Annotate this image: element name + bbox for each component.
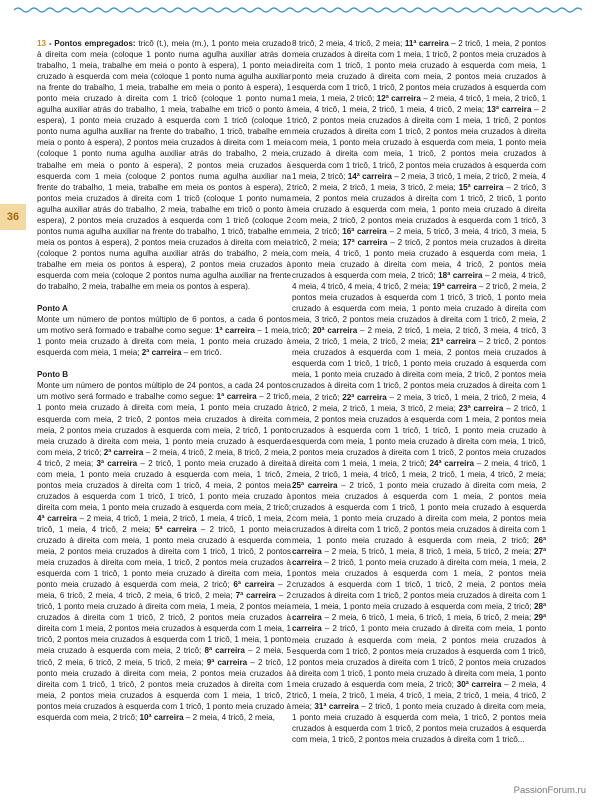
row-label: 20ª carreira xyxy=(312,326,358,336)
watermark: PassionForum.ru xyxy=(513,785,586,796)
row-text: – 2 tricô, 2 meia, 2 pontos meia cruzados à esquerda com 1 tricô, 3 tricô, 1 ponto meia cruzado à esquerda com meia, 1 ponto meia cruzado à direita com meia, 3 tricô, 2 pontos meia cruzados à direita com 1 tricô, 2 meia, 2 tricô; xyxy=(292,282,546,336)
row-label: 30ª carreira xyxy=(456,679,502,689)
row-text: – 2 meia, 4 tricô, 2 meia, xyxy=(183,712,275,722)
row-text: – 2 tricô, 1 ponto meia cruzado à direita com meia, 1 ponto meia cruzado à esquerda com meia, 1 tricô, 2 pontos meia cruzados à direita com 1 tricô, 4 meia, 2 pontos meia cruzados à esquerda com 1 tricô, 1 tricô, 1 ponto meia cruzado à direita com meia, 1 ponto meia cruzado à esquerda com meia, 2 tricô; xyxy=(37,458,291,512)
row-text: – 2 tricô, 2 pontos meia cruzados à direita com meia, 4 tricô, 1 ponto meia cruzado à esquerda com meia, 1 ponto meia cruzado à direita com meia, 4 tricô, 2 pontos meia cruzados à esquerda com meia, 2 tricô; xyxy=(292,237,546,280)
row-text: – 2 meia, 6 tricô, 2 meia, 4 tricô, 2 meia, 6 tricô, 2 meia; xyxy=(37,580,291,601)
row-text: – 2 tricô, 1 ponto meia cruzado à direita com meia, 2 pontos meia cruzados à direita com 1 tricô, 1 tricô, 2 pontos meia cruzados à direita com 1 meia, 2 pontos meia cruzados à esquerda com 1 meia, 1 tricô, 2 pontos meia cruzados à esquerda com 1 tricô, 1 ponto meia cruzado à esquerda com meia, 2 tricô; xyxy=(37,657,291,722)
left-column xyxy=(37,38,291,778)
row-label: 27ª carreira xyxy=(292,547,546,568)
row-text: – 2 tricô, 1 ponto meia cruzado à direita com meia, 1 ponto meia cruzado à esquerda com meia, 2 tricô, 2 pontos meia cruzados à direita com meia, 2 pontos meia cruzados à esquerda com meia, 2 tricô, 1 ponto meia cruzado à direita com meia, 1 ponto meia cruzado à esquerda com meia, 2 tricô; xyxy=(37,392,291,457)
row-text: – 2 tricô, 1 ponto meia cruzado à direita com meia, 1 ponto meia cruzado à esquerda com meia, 2 pontos meia cruzados à direita com 1 tricô, 1 tricô, 2 pontos meia cruzados à direita com meia, 1 tricô, 2 pontos meia cruzados à esquerda com 1 tricô, 1 ponto meia cruzado à direita com meia, 1 ponto meia cruzado à esquerda com meia, 2 tricô; xyxy=(37,524,291,590)
row-text: – 2 meia, 3 tricô, 1 meia, 2 tricô, 2 meia, 4 tricô, 2 meia, 2 tricô, 1 meia, 3 tricô, 2 meia; xyxy=(292,171,546,192)
row-label: 28ª carreira xyxy=(292,602,546,623)
row-label: 8ª carreira xyxy=(204,646,245,656)
row-label: 15ª carreira xyxy=(458,182,504,192)
row-label: 3ª carreira xyxy=(96,458,138,468)
row-text: – 2 meia, 6 tricô, 1 meia, 6 tricô, 1 meia, 6 tricô, 2 meia; xyxy=(321,613,534,623)
row-text: – 2 tricô, 1 meia, 2 pontos meia cruzados à direita com 1 meia, 1 tricô, 2 pontos meia cruzados à direita com 1 tricô, 1 ponto meia cruzado à esquerda com meia, 1 ponto meia cruzado à direita com meia, 2 pontos meia cruzados à esquerda com 1 tricô, 1 tricô, 2 pontos meia cruzados à esquerda com 1 meia, 1 meia, 2 tricô; xyxy=(292,39,546,104)
row-label: 22ª carreira xyxy=(342,392,387,402)
row-text: – 2 meia, 2 tricô, 1 meia, 2 tricô, 3 meia, 4 tricô, 3 meia, 2 tricô, 1 meia, 2 tricô, 2 meia; xyxy=(292,326,546,347)
row-text: – 2 tricô, 1 ponto meia cruzado à direita com meia, 1 ponto meia cruzado à esquerda com meia, 1 tricô, 2 pontos meia cruzados à esquerda com 1 tricô, 2 pontos meia cruzados à esquerda com meia, 1 tricô, 2 pontos meia cruzados à direita com 1 tricô... xyxy=(292,701,546,744)
ponto-b-paragraph: Monte um número de pontos múltiplo de 24 pontos, a cada 24 pontos um motivo será formado e trabalhe como segue: 1ª carreira – 2 tricô, 1 ponto meia cruzado à direita com meia, 1 ponto meia cruzado à esquerda com meia, 2 tricô, 2 pontos meia cruzados à direita com meia, 2 pontos meia cruzados à esquerda com meia, 2 tricô, 1 ponto meia cruzado à direita com meia, 1 ponto meia cruzado à esquerda com meia, 2 tricô; 2ª carreira – 2 meia, 4 tricô, 2 meia, 8 tricô, 2 meia, 4 tricô, 2 meia; 3ª carreira – 2 tricô, 1 ponto meia cruzado à direita com meia, 1 ponto meia cruzado à esquerda com meia, 1 tricô, 2 pontos meia cruzados à direita com 1 tricô, 4 meia, 2 pontos meia cruzados à esquerda com 1 tricô, 1 tricô, 1 ponto meia cruzado à direita com meia, 1 ponto meia cruzado à esquerda com meia, 2 tricô; 4ª carreira – 2 meia, 4 tricô, 1 meia, 2 tricô, 1 meia, 4 tricô, 1 meia, 2 tricô, 1 meia, 4 tricô, 2 meia; 5ª carreira – 2 tricô, 1 ponto meia cruzado à direita com meia, 1 ponto meia cruzado à esquerda com meia, 2 pontos meia cruzados à direita com 1 tricô, 1 tricô, 2 pontos meia cruzados à direita com meia, 1 tricô, 2 pontos meia cruzados à esquerda com 1 tricô, 1 ponto meia cruzado à direita com meia, 1 ponto meia cruzado à esquerda com meia, 2 tricô; 6ª carreira – 2 meia, 6 tricô, 2 meia, 4 tricô, 2 meia, 6 tricô, 2 meia; 7ª carreira – 2 tricô, 1 ponto meia cruzado à direita com meia, 1 meia, 2 pontos meia cruzados à direita com 1 tricô, 2 tricô, 2 pontos meia cruzados à direita com 1 meia, 2 pontos meia cruzados à esquerda com 1 meia, 1 tricô, 2 pontos meia cruzados à esquerda com 1 tricô, 1 meia, 1 ponto meia cruzado à esquerda com meia, 2 tricô; 8ª carreira – 2 meia, 5 tricô, 2 meia, 6 tricô, 2 meia, 5 tricô, 2 meia; 9ª carreira – 2 tricô, 1 ponto meia cruzado à direita com meia, 2 pontos meia cruzados à direita com 1 tricô, 1 tricô, 2 pontos meia cruzados à direita com 1 meia, 2 pontos meia cruzados à esquerda com 1 meia, 1 tricô, 2 pontos meia cruzados à esquerda com 1 tricô, 1 ponto meia cruzado à esquerda com meia, 2 tricô; 10ª carreira – 2 meia, 4 tricô, 2 meia, xyxy=(37,381,291,722)
row-text: – 2 tricô, 2 pontos meia cruzados à direita com 1 meia, 1 tricô, 2 pontos meia cruzados à direita com 1 tricô, 2 pontos meia cruzados à direita com meia, 1 ponto meia cruzado à esquerda com meia, 1 ponto meia cruzado à direita com meia, 1 tricô, 2 pontos meia cruzados à esquerda com 1 tricô, 1 tricô, 2 pontos meia cruzados à esquerda com 1 meia, 2 tricô; xyxy=(292,105,546,181)
row-label: 2ª carreira xyxy=(103,447,144,457)
row-label: 1ª carreira xyxy=(216,392,257,402)
row-label: 29ª carreira xyxy=(292,613,546,634)
row-text: – 2 meia, 4 tricô, 1 meia, 2 tricô, 1 meia, 4 tricô, 1 meia, 2 tricô, 1 meia, 4 tricô, 2 meia; xyxy=(292,679,546,711)
row-label: 31ª carreira xyxy=(314,701,359,711)
row-label: 25ª carreira xyxy=(292,480,338,490)
row-text: – 2 meia, 4 tricô, 1 meia, 2 tricô, 1 meia, 4 tricô, 1 meia, 2 tricô, 1 meia, 4 tricô, 2 meia; xyxy=(292,458,546,479)
ponto-b-continued-paragraph: 8 tricô, 2 meia, 4 tricô, 2 meia; 11ª carreira – 2 tricô, 1 meia, 2 pontos meia cruzados à direita com 1 meia, 1 tricô, 2 pontos meia cruzados à direita com 1 tricô, 1 ponto meia cruzado à esquerda com meia, 1 ponto meia cruzado à direita com meia, 2 pontos meia cruzados à esquerda com 1 tricô, 1 tricô, 2 pontos meia cruzados à esquerda com 1 meia, 1 meia, 2 tricô; 12ª carreira – 2 meia, 4 tricô, 1 meia, 2 tricô, 1 meia, 4 tricô, 1 meia, 2 tricô, 1 meia, 4 tricô, 2 meia; 13ª carreira – 2 tricô, 2 pontos meia cruzados à direita com 1 meia, 1 tricô, 2 pontos meia cruzados à direita com 1 tricô, 2 pontos meia cruzados à direita com meia, 1 ponto meia cruzado à esquerda com meia, 1 ponto meia cruzado à direita com meia, 1 tricô, 2 pontos meia cruzados à esquerda com 1 tricô, 1 tricô, 2 pontos meia cruzados à esquerda com 1 meia, 2 tricô; 14ª carreira – 2 meia, 3 tricô, 1 meia, 2 tricô, 2 meia, 4 tricô, 2 meia, 2 tricô, 1 meia, 3 tricô, 2 meia; 15ª carreira – 2 tricô, 3 meia, 2 pontos meia cruzados à direita com 1 tricô, 2 tricô, 1 ponto meia cruzado à esquerda com meia, 1 ponto meia cruzado à direita com meia, 2 tricô, 2 pontos meia cruzados à esquerda com 1 tricô, 3 meia, 2 tricô; 16ª carreira – 2 meia, 5 tricô, 3 meia, 4 tricô, 3 meia, 5 tricô, 2 meia; 17ª carreira – 2 tricô, 2 pontos meia cruzados à direita com meia, 4 tricô, 1 ponto meia cruzado à esquerda com meia, 1 ponto meia cruzado à direita com meia, 4 tricô, 2 pontos meia cruzados à esquerda com meia, 2 tricô; 18ª carreira – 2 meia, 4 tricô, 4 meia, 4 tricô, 4 meia, 4 tricô, 2 meia; 19ª carreira – 2 tricô, 2 meia, 2 pontos meia cruzados à esquerda com 1 tricô, 3 tricô, 1 ponto meia cruzado à esquerda com meia, 1 ponto meia cruzado à direita com meia, 3 tricô, 2 pontos meia cruzados à direita com 1 tricô, 2 meia, 2 tricô; 20ª carreira – 2 meia, 2 tricô, 1 meia, 2 tricô, 3 meia, 4 tricô, 3 meia, 2 tricô, 1 meia, 2 tricô, 2 meia; 21ª carreira – 2 tricô, 2 pontos meia cruzados à esquerda com 1 meia, 2 pontos meia cruzados à esquerda com 1 tricô, 1 tricô, 1 ponto meia cruzado à esquerda com meia, 1 ponto meia cruzado à direita com meia, 2 tricô, 2 pontos meia cruzados à direita com 1 tricô, 2 pontos meia cruzados à direita com 1 meia, 2 tricô; 22ª carreira – 2 meia, 3 tricô, 1 meia, 2 tricô, 2 meia, 4 tricô, 2 meia, 2 tricô, 1 meia, 3 tricô, 2 meia; 23ª carreira – 2 tricô, 1 meia, 2 pontos meia cruzados à esquerda com 1 meia, 2 pontos meia cruzados à esquerda com 1 tricô, 1 tricô, 1 ponto meia cruzado à esquerda com meia, 1 ponto meia cruzado à direita com meia, 1 tricô, 2 pontos meia cruzados à direita com 1 tricô, 2 pontos meia cruzados à direita com 1 meia, 1 meia, 2 tricô; 24ª carreira – 2 meia, 4 tricô, 1 meia, 2 tricô, 1 meia, 4 tricô, 1 meia, 2 tricô, 1 meia, 4 tricô, 2 meia; 25ª carreira – 2 tricô, 1 ponto meia cruzado à direita com meia, 2 pontos meia cruzados à esquerda com 1 meia, 2 pontos meia cruzados à esquerda com 1 tricô, 1 ponto meia cruzado à esquerda com meia, 1 ponto meia cruzado à direita com meia, 2 pontos meia cruzados à direita com 1 tricô, 2 pontos meia cruzados à direita com 1 meia, 1 ponto meia cruzado à esquerda com meia, 2 tricô; 26ª carreira – 2 meia, 5 tricô, 1 meia, 8 tricô, 1 meia, 5 tricô, 2 meia; 27ª carreira – 2 tricô, 1 ponto meia cruzado à direita com meia, 1 meia, 2 pontos meia cruzados à esquerda com 1 meia, 2 pontos meia cruzados à esquerda com 1 tricô, 1 tricô, 2 meia, 2 pontos meia cruzados à direita com 1 tricô, 2 pontos meia cruzados à direita com 1 meia, 1 meia, 1 ponto meia cruzado à esquerda com meia, 2 tricô; 28ª carreira – 2 meia, 6 tricô, 1 meia, 6 tricô, 1 meia, 6 tricô, 2 meia; 29ª carreira – 2 tricô, 1 ponto meia cruzado à direita com meia, 1 ponto meia cruzado à esquerda com meia, 2 pontos meia cruzados à esquerda com 1 tricô, 2 pontos meia cruzados à esquerda com 1 tricô, 2 pontos meia cruzados à direita com 1 tricô, 2 pontos meia cruzados à direita com 1 tricô, 1 ponto meia cruzado à direita com meia, 1 ponto meia cruzado à esquerda com meia, 2 tricô; 30ª carreira – 2 meia, 4 tricô, 1 meia, 2 tricô, 1 meia, 4 tricô, 1 meia, 2 tricô, 1 meia, 4 tricô, 2 meia; 31ª carreira – 2 tricô, 1 ponto meia cruzado à direita com meia, 1 ponto meia cruzado à esquerda com meia, 1 tricô, 2 pontos meia cruzados à esquerda com 1 tricô, 2 pontos meia cruzados à esquerda com meia, 1 tricô, 2 pontos meia cruzados à direita com 1 tricô... xyxy=(292,39,546,744)
row-label: 14ª carreira xyxy=(347,171,392,181)
ponto-a-paragraph: Monte um número de pontos múltiplo de 6 pontos, a cada 6 pontos um motivo será formado e trabalhe como segue: 1ª carreira – 1 meia, 1 ponto meia cruzado à direita com meia, 1 ponto meia cruzado à esquerda com meia, 1 meia; 2ª carreira – em tricô. xyxy=(37,315,291,358)
row-label: 18ª carreira xyxy=(438,270,483,280)
decorative-wave-border xyxy=(14,5,582,15)
row-text: – 2 tricô, 1 ponto meia cruzado à direita com meia, 1 meia, 2 pontos meia cruzados à direita com 1 tricô, 2 tricô, 2 pontos meia cruzados à direita com 1 meia, 2 pontos meia cruzados à esquerda com 1 meia, 1 tricô, 2 pontos meia cruzados à esquerda com 1 tricô, 1 meia, 1 ponto meia cruzado à esquerda com meia, 2 tricô; xyxy=(37,591,291,656)
ponto-b-heading: Ponto B xyxy=(37,370,69,380)
item-body: tricô (t.), meia (m.), 1 ponto meia cruzado à direita com meia (coloque 1 ponto numa agulha auxiliar atrás do trabalho, 1 meia, trabalhe em meia o ponto à espera), 1 ponto meia cruzado à esquerda com meia (coloque 1 ponto numa agulha auxiliar na frente do trabalho, 1 meia, trabalhe em meia o ponto à espera), 1 ponto meia cruzado à direita com 1 tricô (coloque 1 ponto numa agulha auxiliar atrás do trabalho, 1 meia, trabalhe em tricô o ponto à espera), 1 ponto meia cruzado à esquerda com 1 tricô (coloque 1 ponto numa agulha auxiliar na frente do trabalho, 1 tricô, trabalhe em meia o ponto à espera), 2 pontos meia cruzados à direita com 1 meia (coloque 1 ponto numa agulha auxiliar atrás do trabalho, 2 meia, trabalhe em meia o ponto à espera), 2 pontos meia cruzados à esquerda com 1 meia (coloque 2 pontos numa agulha auxiliar na frente do trabalho, 1 meia, trabalhe em meia os pontos à espera), 2 pontos meia cruzados à direita com 1 tricô (coloque 1 ponto numa agulha auxiliar atrás do trabalho, 2 meia, trabalhe em tricô o ponto à espera), 2 pontos meia cruzados à esquerda com 1 tricô (coloque 2 pontos numa agulha auxiliar na frente do trabalho, 1 tricô, trabalhe em meia os pontos à espera), 2 pontos meia cruzados à direita com meia (coloque 2 pontos numa agulha auxiliar atrás do trabalho, 2 meia, trabalhe em meia os pontos à espera), 2 pontos meia cruzados à esquerda com meia (coloque 2 pontos numa agulha auxiliar na frente do trabalho, 2 meia, trabalhe em meia os pontos à espera). xyxy=(37,39,291,292)
row-label: 19ª carreira xyxy=(432,282,477,292)
row-label: 16ª carreira xyxy=(342,226,387,236)
row-label: 12ª carreira xyxy=(376,94,421,104)
row-text: – 2 meia, 4 tricô, 1 meia, 2 tricô, 1 meia, 4 tricô, 1 meia, 2 tricô, 1 meia, 4 tricô, 2 meia; xyxy=(292,94,546,115)
ponto-a-heading: Ponto A xyxy=(37,304,68,314)
row-label: 6ª carreira xyxy=(233,580,275,590)
row-label: 17ª carreira xyxy=(342,237,388,247)
row-text: – 2 meia, 5 tricô, 1 meia, 8 tricô, 1 meia, 5 tricô, 2 meia; xyxy=(321,547,534,557)
row-text: – 2 meia, 4 tricô, 4 meia, 4 tricô, 4 meia, 4 tricô, 2 meia; xyxy=(292,270,546,292)
row-text: – 2 tricô, 3 meia, 2 pontos meia cruzados à direita com 1 tricô, 2 tricô, 1 ponto meia cruzado à esquerda com meia, 1 ponto meia cruzado à direita com meia, 2 tricô, 2 pontos meia cruzados à esquerda com 1 tricô, 3 meia, 2 tricô; xyxy=(292,182,546,236)
row-text: – 2 meia, 5 tricô, 3 meia, 4 tricô, 3 meia, 5 tricô, 2 meia; xyxy=(292,226,546,247)
right-column xyxy=(292,38,546,778)
row-text: – 2 tricô, 2 pontos meia cruzados à esquerda com 1 meia, 2 pontos meia cruzados à esquerda com 1 tricô, 1 tricô, 1 ponto meia cruzado à esquerda com meia, 1 ponto meia cruzado à direita com meia, 2 tricô, 2 pontos meia cruzados à direita com 1 tricô, 2 pontos meia cruzados à direita com 1 meia, 2 tricô; xyxy=(292,337,546,402)
page-number: 36 xyxy=(6,211,20,223)
row-label: 9ª carreira xyxy=(206,657,248,667)
row-label: 21ª carreira xyxy=(431,337,476,347)
row-text: – 2 tricô, 1 ponto meia cruzado à direita com meia, 1 meia, 2 pontos meia cruzados à esquerda com 1 meia, 2 pontos meia cruzados à esquerda com 1 tricô, 1 tricô, 2 meia, 2 pontos meia cruzados à direita com 1 tricô, 2 pontos meia cruzados à direita com 1 meia, 1 meia, 1 ponto meia cruzado à esquerda com meia, 2 tricô; xyxy=(292,558,546,612)
row-text: – 2 meia, 4 tricô, 1 meia, 2 tricô, 1 meia, 4 tricô, 1 meia, 2 tricô, 1 meia, 4 tricô, 2 meia; xyxy=(37,513,291,534)
row-label: 13ª carreira xyxy=(486,105,532,115)
row-label: 23ª carreira xyxy=(458,403,504,413)
item-title: - Pontos empregados: xyxy=(46,39,136,48)
row-label: 26ª carreira xyxy=(292,536,546,557)
row-label: 11ª carreira xyxy=(404,39,449,48)
row-label: 24ª carreira xyxy=(429,458,475,468)
row-label: 5ª carreira xyxy=(155,524,197,534)
row-text: – 2 tricô, 1 ponto meia cruzado à direita com meia, 2 pontos meia cruzados à esquerda com 1 meia, 2 pontos meia cruzados à esquerda com 1 tricô, 1 ponto meia cruzado à esquerda com meia, 1 ponto meia cruzado à direita com meia, 2 pontos meia cruzados à direita com 1 tricô, 2 pontos meia cruzados à direita com 1 meia, 1 ponto meia cruzado à esquerda com meia, 2 tricô; xyxy=(292,480,546,546)
pontos-empregados-paragraph xyxy=(37,38,291,292)
row-label: 10ª carreira xyxy=(139,712,184,722)
row-text: – 2 tricô, 1 meia, 2 pontos meia cruzados à esquerda com 1 meia, 2 pontos meia cruzados à esquerda com 1 tricô, 1 tricô, 1 ponto meia cruzado à esquerda com meia, 1 ponto meia cruzado à direita com meia, 1 tricô, 2 pontos meia cruzados à direita com 1 tricô, 2 pontos meia cruzados à direita com 1 meia, 1 meia, 2 tricô; xyxy=(292,403,546,468)
row-label: 7ª carreira xyxy=(235,591,276,601)
row-text: – 2 meia, 3 tricô, 1 meia, 2 tricô, 2 meia, 4 tricô, 2 meia, 2 tricô, 1 meia, 3 tricô, 2 meia; xyxy=(292,392,546,413)
row-text: – 2 meia, 5 tricô, 2 meia, 6 tricô, 2 meia, 5 tricô, 2 meia; xyxy=(37,646,291,667)
row-label: 4ª carreira xyxy=(37,513,77,523)
row-text: – 2 meia, 4 tricô, 2 meia, 8 tricô, 2 meia, 4 tricô, 2 meia; xyxy=(37,447,291,468)
item-number: 13 xyxy=(37,39,47,48)
page-number-tab xyxy=(0,204,26,230)
row-text: – 2 tricô, 1 ponto meia cruzado à direita com meia, 1 ponto meia cruzado à esquerda com meia, 2 pontos meia cruzados à esquerda com 1 tricô, 2 pontos meia cruzados à esquerda com 1 tricô, 2 pontos meia cruzados à direita com 1 tricô, 2 pontos meia cruzados à direita com 1 tricô, 1 ponto meia cruzado à direita com meia, 1 ponto meia cruzado à esquerda com meia, 2 tricô; xyxy=(292,624,546,689)
